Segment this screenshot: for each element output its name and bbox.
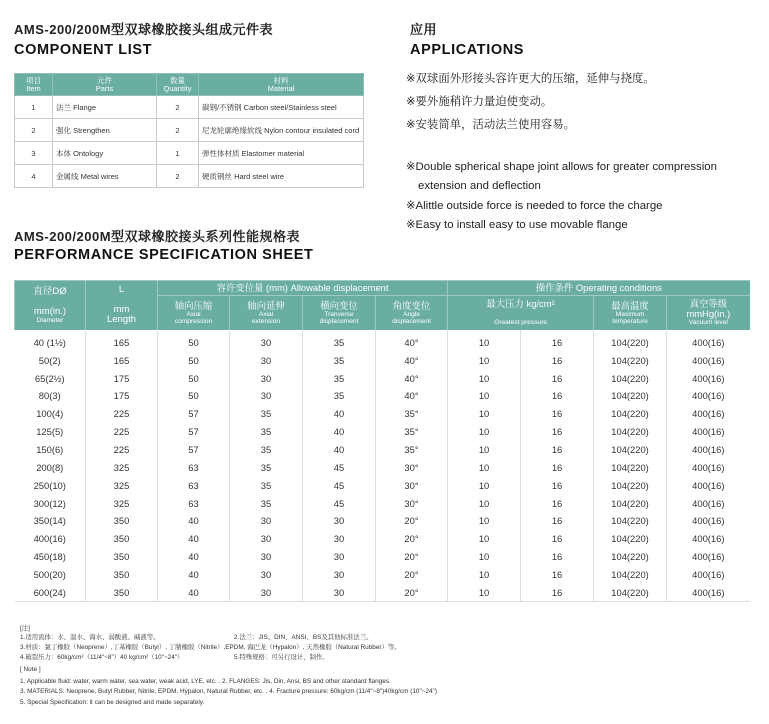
header-axial-compression: 轴向压缩 Axial compression [158,296,230,330]
cell-pressure-b: 16 [521,512,594,530]
cell-temperature: 104(220) [594,583,667,601]
cell-length: 165 [86,351,158,369]
cell-temperature: 104(220) [594,423,667,441]
cell-angle: 35° [376,441,448,459]
header-diameter: 直径DØ mm(in.) Diameter [15,281,86,330]
cell-vacuum: 400(16) [692,408,725,420]
table-row [15,96,364,119]
cell-vacuum: 400(16) [692,461,725,473]
cell-transverse: 40 [303,423,376,441]
cell-angle: 20° [376,548,448,566]
cell-parts: 本体 Ontology [53,142,157,165]
cell-pressure-b: 16 [521,423,594,441]
application-en-4: ※Easy to install easy to use movable flange [406,219,628,231]
cell-axial-extension: 30 [230,565,303,583]
cell-axial-extension: 35 [230,441,303,459]
cell-temperature: 104(220) [594,565,667,583]
cell-axial-compression: 40 [158,583,230,601]
cell-transverse: 40 [303,441,376,459]
cell-pressure-b: 16 [521,565,594,583]
cell-diameter: 50(2) [15,351,86,369]
cell-axial-compression: 40 [158,530,230,548]
cell-vacuum: 400(16) [692,426,725,438]
cell-diameter: 350(14) [15,512,86,530]
cell-angle: 35° [376,423,448,441]
table-row [15,165,364,188]
cell-parts: 法兰 Flange [53,96,157,119]
cell-material: 尼龙轮廓绝缘软线 Nylon contour insulated cord [199,119,364,142]
cell-axial-compression: 63 [158,476,230,494]
cell-diameter: 80(3) [15,387,86,405]
notes-cn-3b: 5.特殊规格：可另行设计，制作。 [234,654,329,661]
cell-pressure-b: 16 [521,530,594,548]
cell-length: 225 [86,405,158,423]
cell-vacuum: 400(16) [692,568,725,580]
cell-pressure-a: 10 [448,530,521,548]
table-row [15,142,364,165]
cell-axial-extension: 35 [230,476,303,494]
table-row [15,565,750,583]
cell-diameter: 125(5) [15,423,86,441]
cell-axial-compression: 63 [158,494,230,512]
cell-axial-extension: 30 [230,530,303,548]
cell-temperature: 104(220) [594,530,667,548]
table-row [15,494,750,512]
cell-angle: 30° [376,494,448,512]
cell-transverse: 35 [303,330,376,352]
notes-cn-3a: 4.破裂压力：60kg/cm²（11/4"~8"）40 kg/cm²（10"~24"） [20,654,184,661]
cell-pressure-b: 16 [521,387,594,405]
cell-angle: 30° [376,458,448,476]
header-operating-conditions: 操作条件 Operating conditions [448,281,750,296]
cell-axial-compression: 40 [158,565,230,583]
cell-parts: 金属线 Metal wires [53,165,157,188]
header-allowable-displacement: 容许变位量 (mm) Allowable displacement [158,281,448,296]
performance-title-cn: AMS-200/200M型双球橡胶接头系列性能规格表 [14,229,301,244]
notes-cn-2: 3.材质：氯丁橡胶（Neoprene）,丁基橡胶（Butyl）, 丁腈橡胶（Nitrile）,EPDM, 海巴龙（Hypalon）, 天然橡胶（Natural Rubber）等。 [20,644,401,651]
cell-pressure-b: 16 [521,330,594,352]
cell-temperature: 104(220) [594,369,667,387]
cell-pressure-a: 10 [448,351,521,369]
performance-title-en: PERFORMANCE SPECIFICATION SHEET [14,247,314,263]
cell-length: 350 [86,530,158,548]
cell-axial-extension: 35 [230,405,303,423]
cell-pressure-a: 10 [448,548,521,566]
cell-material: 弹性体材质 Elastomer material [199,142,364,165]
header-vacuum: 真空等级 mmHg(in.) Vacuum level [667,296,750,330]
cell-axial-compression: 57 [158,441,230,459]
cell-length: 175 [86,369,158,387]
application-cn-2: ※要外施稍许力量迫使变动。 [406,96,553,108]
cell-axial-compression: 40 [158,512,230,530]
cell-axial-compression: 50 [158,330,230,352]
cell-pressure-b: 16 [521,441,594,459]
cell-parts: 强化 Strengthen [53,119,157,142]
cell-axial-compression: 50 [158,369,230,387]
cell-pressure-a: 10 [448,583,521,601]
notes-en-2: 3. MATERIALS: Neoprene, Butyl Rubber, Nitrile, EPDM, Hypalon, Natural Rubber, etc. . 4. Fracture pressure: 60kg/cm (11/4"~8")40kg/cm (10"~24") [20,688,437,695]
cell-diameter: 100(4) [15,405,86,423]
cell-axial-compression: 50 [158,351,230,369]
cell-angle: 20° [376,530,448,548]
cell-pressure-a: 10 [448,512,521,530]
cell-vacuum: 400(16) [692,515,725,527]
cell-angle: 20° [376,565,448,583]
header-axial-extension: 轴向延伸 Axial extension [230,296,303,330]
cell-pressure-b: 16 [521,476,594,494]
cell-item: 1 [15,96,53,119]
cell-length: 325 [86,494,158,512]
header-quantity: 数量 Quantity [157,74,199,96]
cell-material: 硬质钢丝 Hard steel wire [199,165,364,188]
cell-axial-extension: 30 [230,387,303,405]
applications-title-cn: 应用 [410,22,438,37]
cell-diameter: 200(8) [15,458,86,476]
cell-transverse: 30 [303,583,376,601]
cell-item: 3 [15,142,53,165]
cell-temperature: 104(220) [594,351,667,369]
cell-angle: 20° [376,512,448,530]
cell-transverse: 35 [303,387,376,405]
cell-pressure-b: 16 [521,458,594,476]
cell-pressure-b: 16 [521,369,594,387]
cell-pressure-a: 10 [448,405,521,423]
cell-angle: 40° [376,387,448,405]
cell-vacuum: 400(16) [692,372,725,384]
cell-length: 225 [86,423,158,441]
application-en-2: extension and deflection [418,180,541,192]
notes-cn-1b: 2.法兰：JIS、DIN、ANSI、BS及其他标准法兰。 [234,634,373,641]
cell-transverse: 35 [303,351,376,369]
cell-length: 325 [86,458,158,476]
cell-pressure-a: 10 [448,565,521,583]
cell-length: 165 [86,330,158,352]
cell-transverse: 35 [303,369,376,387]
cell-vacuum: 400(16) [692,443,725,455]
table-row [15,369,750,387]
cell-pressure-a: 10 [448,494,521,512]
cell-diameter: 65(2½) [15,369,86,387]
cell-temperature: 104(220) [594,494,667,512]
cell-pressure-b: 16 [521,494,594,512]
cell-length: 350 [86,512,158,530]
cell-diameter: 250(10) [15,476,86,494]
component-title-en: COMPONENT LIST [14,42,153,58]
table-row [15,351,750,369]
cell-vacuum: 400(16) [692,354,725,366]
table-row [15,548,750,566]
cell-temperature: 104(220) [594,387,667,405]
cell-vacuum: 400(16) [692,390,725,402]
cell-vacuum: 400(16) [692,479,725,491]
header-length: L mm Length [86,281,158,330]
cell-diameter: 40 (1½) [15,330,86,352]
cell-axial-extension: 30 [230,330,303,352]
application-cn-3: ※安装简单，活动法兰使用容易。 [406,119,576,131]
cell-pressure-a: 10 [448,458,521,476]
performance-table-body [15,330,750,602]
cell-length: 350 [86,583,158,601]
cell-pressure-a: 10 [448,423,521,441]
cell-axial-extension: 35 [230,423,303,441]
cell-pressure-b: 16 [521,548,594,566]
cell-vacuum: 400(16) [692,336,725,348]
cell-axial-compression: 40 [158,548,230,566]
cell-temperature: 104(220) [594,458,667,476]
cell-item: 2 [15,119,53,142]
cell-vacuum: 400(16) [692,497,725,509]
header-transverse: 横向变位 Tranverse displacement [303,296,376,330]
cell-pressure-a: 10 [448,441,521,459]
cell-diameter: 150(6) [15,441,86,459]
notes-cn-header: [注] [20,625,30,632]
component-table-header [15,74,364,96]
application-en-1: ※Double spherical shape joint allows for greater compression [406,161,717,173]
cell-axial-compression: 50 [158,387,230,405]
cell-angle: 40° [376,330,448,352]
cell-qty: 2 [157,119,199,142]
cell-axial-extension: 35 [230,494,303,512]
cell-item: 4 [15,165,53,188]
table-row [15,441,750,459]
header-item: 项目 Item [15,74,53,96]
table-row [15,423,750,441]
cell-transverse: 30 [303,530,376,548]
cell-axial-extension: 30 [230,369,303,387]
cell-transverse: 30 [303,548,376,566]
cell-transverse: 45 [303,476,376,494]
cell-pressure-b: 16 [521,583,594,601]
cell-diameter: 300(12) [15,494,86,512]
cell-diameter: 450(18) [15,548,86,566]
cell-axial-compression: 57 [158,423,230,441]
cell-transverse: 45 [303,494,376,512]
application-en-3: ※Alittle outside force is needed to force the charge [406,200,663,212]
cell-length: 350 [86,565,158,583]
cell-axial-extension: 30 [230,548,303,566]
cell-angle: 20° [376,583,448,601]
table-row [15,512,750,530]
cell-axial-extension: 35 [230,458,303,476]
table-row [15,583,750,601]
header-angle: 角度变位 Angle displacement [376,296,448,330]
table-row [15,530,750,548]
notes-cn-1a: 1.适用流体：水、温水、海水、弱酸液、碱液等。 [20,634,160,641]
cell-diameter: 500(20) [15,565,86,583]
table-row [15,387,750,405]
cell-length: 175 [86,387,158,405]
header-parts: 元件 Parts [53,74,157,96]
cell-diameter: 400(16) [15,530,86,548]
cell-pressure-a: 10 [448,387,521,405]
cell-temperature: 104(220) [594,405,667,423]
component-table [14,73,364,188]
cell-angle: 30° [376,476,448,494]
header-temperature: 最高温度 Maximum temperature [594,296,667,330]
table-row [15,119,364,142]
cell-temperature: 104(220) [594,330,667,352]
cell-length: 350 [86,548,158,566]
applications-title-en: APPLICATIONS [410,42,525,58]
cell-length: 225 [86,441,158,459]
cell-axial-extension: 30 [230,351,303,369]
table-row [15,458,750,476]
cell-diameter: 600(24) [15,583,86,601]
cell-vacuum: 400(16) [692,533,725,545]
cell-pressure-a: 10 [448,369,521,387]
cell-pressure-b: 16 [521,405,594,423]
component-title-cn: AMS-200/200M型双球橡胶接头组成元件表 [14,22,274,37]
cell-axial-extension: 30 [230,512,303,530]
cell-angle: 35° [376,405,448,423]
cell-qty: 2 [157,96,199,119]
cell-transverse: 30 [303,512,376,530]
cell-pressure-b: 16 [521,351,594,369]
cell-pressure-a: 10 [448,476,521,494]
cell-pressure-a: 10 [448,330,521,352]
cell-axial-compression: 57 [158,405,230,423]
application-cn-1: ※双球面外形接头容许更大的压缩，延伸与挠度。 [406,73,655,85]
cell-axial-compression: 63 [158,458,230,476]
table-row [15,330,750,352]
notes-en-3: 5. Special Specification: it can be designed and made separately. [20,699,205,706]
cell-temperature: 104(220) [594,512,667,530]
performance-table [14,280,750,602]
cell-transverse: 30 [303,565,376,583]
header-pressure: 最大压力 kg/cm² Greatest pressure [448,296,594,330]
header-material: 材料 Material [199,74,364,96]
notes-en-1: 1. Applicable fluid: water, warm water, sea water, weak acid, LYE, etc. . 2. FLANGES: Jis, Din, Ansi, BS and other standard flanges. [20,678,391,685]
notes-en-header: [ Note ] [20,666,41,673]
cell-temperature: 104(220) [594,476,667,494]
cell-temperature: 104(220) [594,441,667,459]
cell-vacuum: 400(16) [667,583,750,601]
cell-temperature: 104(220) [594,548,667,566]
table-row [15,476,750,494]
cell-angle: 40° [376,351,448,369]
cell-axial-extension: 30 [230,583,303,601]
cell-angle: 40° [376,369,448,387]
cell-vacuum: 400(16) [692,551,725,563]
cell-qty: 2 [157,165,199,188]
cell-material: 碳钢/不锈钢 Carbon steel/Stainless steel [199,96,364,119]
table-row [15,405,750,423]
cell-transverse: 40 [303,405,376,423]
cell-transverse: 45 [303,458,376,476]
cell-qty: 1 [157,142,199,165]
cell-length: 325 [86,476,158,494]
